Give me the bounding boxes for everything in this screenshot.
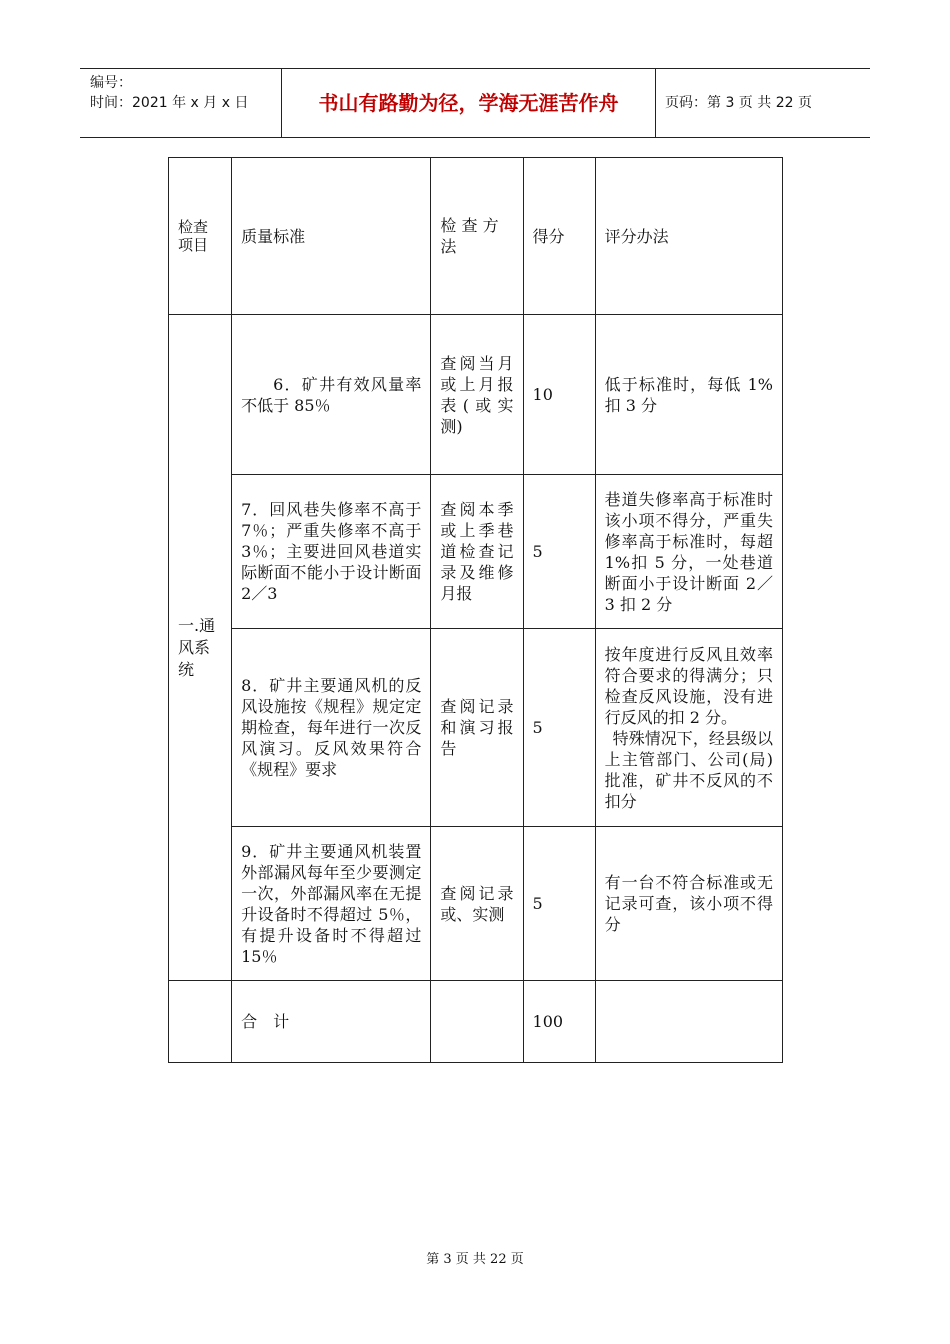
page-footer: 第 3 页 共 22 页 <box>426 1252 524 1267</box>
score-cell: 10 <box>523 315 595 475</box>
method-cell: 查阅当月或上月报表(或实测) <box>431 315 523 475</box>
method-cell: 查阅本季或上季巷道检查记录及维修月报 <box>431 475 523 629</box>
total-method-empty <box>431 981 523 1063</box>
standard-cell: 9．矿井主要通风机装置 外部漏风每年至少要测定一次，外部漏风率在无提升设备时不得超过 5％，有提升设备时不得超过 15％ <box>232 827 431 981</box>
header-score: 得分 <box>523 158 595 315</box>
total-empty-cell <box>169 981 232 1063</box>
table-row <box>169 827 783 981</box>
header-project: 检查项目 <box>169 158 232 315</box>
inspection-table <box>168 157 783 1063</box>
header-divider <box>655 69 656 137</box>
system-cell: 一.通风系统 <box>169 315 232 981</box>
standard-cell: 6．矿井有效风量率不低于 85％ <box>232 315 431 475</box>
method-cell: 查阅记录或、实测 <box>431 827 523 981</box>
standard-cell: 8．矿井主要通风机的反风设施按《规程》规定定期检查，每年进行一次反风演习。反风效果符合《规程》要求 <box>232 629 431 827</box>
rule-cell <box>595 629 782 827</box>
standard-cell: 7．回风巷失修率不高于 7％；严重失修率不高于 3％；主要进回风巷道实际断面不能小于设计断面 2／3 <box>232 475 431 629</box>
header-rule: 评分办法 <box>595 158 782 315</box>
total-label: 合 计 <box>232 981 431 1063</box>
rule-text: 按年度进行反风且效率符合要求的得满分；只检查反风设施，没有进行反风的扣 2 分。 <box>604 644 773 727</box>
rule-cell: 有一台不符合标准或无记录可查，该小项不得分 <box>595 827 782 981</box>
header-standard: 质量标准 <box>232 158 431 315</box>
table-row <box>169 475 783 629</box>
total-score: 100 <box>523 981 595 1063</box>
total-rule-empty <box>595 981 782 1063</box>
score-cell: 5 <box>523 827 595 981</box>
table-row <box>169 315 783 475</box>
rule-text-note: 特殊情况下，经县级以上主管部门、公司(局)批准，矿井不反风的不扣分 <box>604 728 773 811</box>
score-cell: 5 <box>523 475 595 629</box>
rule-cell: 低于标准时，每低 1%扣 3 分 <box>595 315 782 475</box>
header-page-info: 页码：第 3 页 共 22 页 <box>665 95 812 111</box>
table-total-row <box>169 981 783 1063</box>
rule-cell: 巷道失修率高于标准时该小项不得分，严重失修率高于标准时，每超 1%扣 5 分，一处巷道断面小于设计断面 2／3 扣 2 分 <box>595 475 782 629</box>
time-label: 时间：2021 年 x 月 x 日 <box>90 95 249 111</box>
method-cell: 查阅记录和演习报告 <box>431 629 523 827</box>
table-row <box>169 629 783 827</box>
document-header <box>80 68 870 138</box>
header-method: 检 查 方法 <box>431 158 523 315</box>
header-motto: 书山有路勤为径，学海无涯苦作舟 <box>318 91 619 115</box>
header-meta <box>90 73 248 113</box>
number-label: 编号： <box>90 75 132 91</box>
table-header-row <box>169 158 783 315</box>
score-cell: 5 <box>523 629 595 827</box>
